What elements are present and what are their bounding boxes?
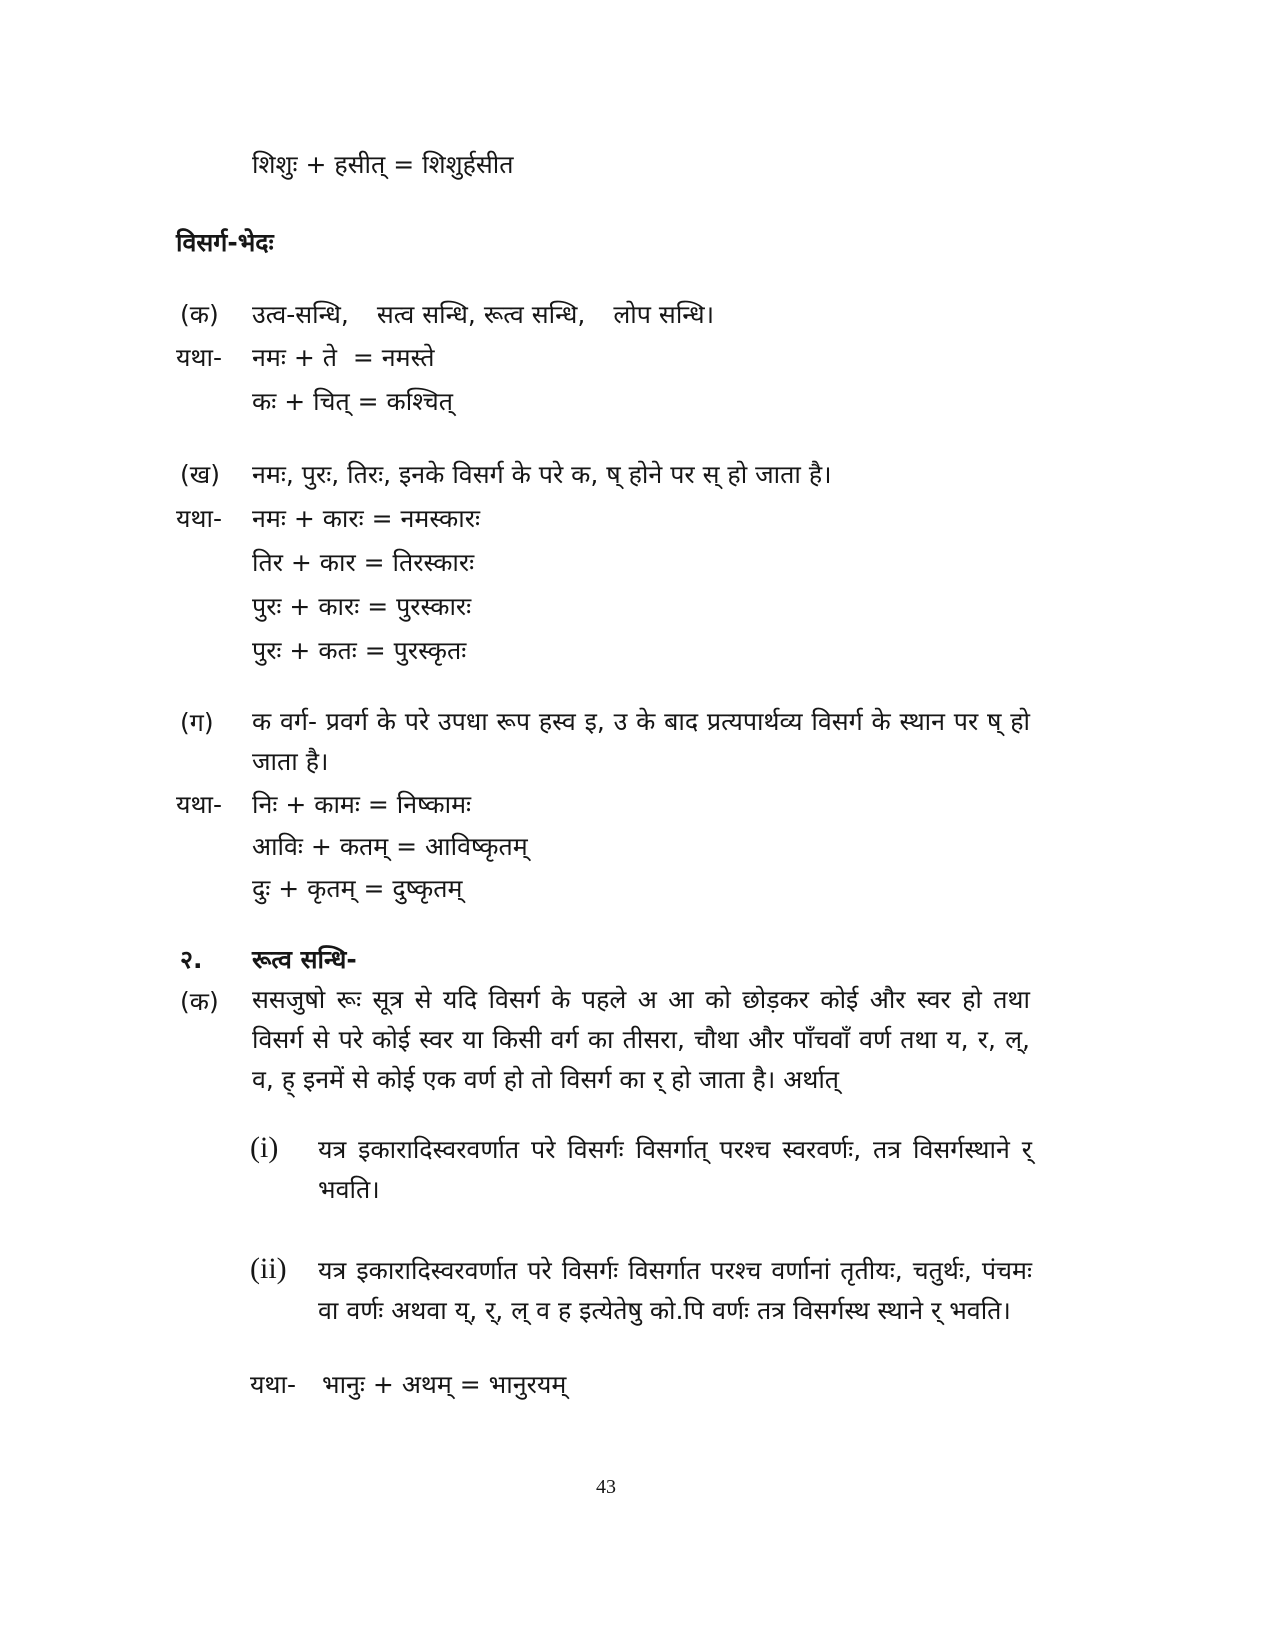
example-line: कः + चित् = कश्चित् — [252, 387, 453, 416]
yatha-label: यथा- — [176, 790, 222, 819]
top-equation: शिशुः + हसीत् = शिशुर्हसीत — [252, 150, 514, 179]
item-number: (ii) — [250, 1252, 287, 1285]
ka-text-part: सत्व सन्धि, रूत्व सन्धि, — [376, 300, 586, 329]
item-text: यत्र इकारादिस्वरवर्णात परे विसर्गः विसर्गात् परश्च स्वरवर्णः, तत्र विसर्गस्थाने र् भवति। — [318, 1135, 1032, 1204]
yatha-label: यथा- — [176, 343, 222, 372]
example-line: दुः + कृतम् = दुष्कृतम् — [252, 874, 463, 903]
example-line: आविः + कतम् = आविष्कृतम् — [252, 832, 528, 861]
label-kha: (ख) — [180, 460, 220, 489]
ka-text-part: उत्व-सन्धि, — [252, 300, 349, 329]
ka-text-part: लोप सन्धि। — [613, 300, 715, 329]
example-line: नमः + कारः = नमस्कारः — [252, 504, 481, 533]
example-line: तिर + कार = तिरस्कारः — [252, 548, 475, 577]
rutva-paragraph: ससजुषो रूः सूत्र से यदि विसर्ग के पहले अ आ को छोड़कर कोई और स्वर हो तथा विसर्ग से परे कोई स्वर या किसी वर्ग का तीसरा, चौथा और पाँचवाँ वर्ण तथा य, र, ल्, व, ह् इनमें से कोई एक वर्ण हो तो विसर्ग का र् हो जाता है। अर्थात् — [252, 985, 1030, 1094]
example-line: नमः + ते = नमस्ते — [252, 343, 435, 372]
ka-text — [252, 300, 714, 330]
label-ka: (क) — [180, 300, 219, 329]
yatha-label: यथा- — [250, 1370, 296, 1399]
ga-text: क वर्ग- प्रवर्ग के परे उपधा रूप हस्व इ, उ के बाद प्रत्यपार्थव्य विसर्ग के स्थान पर ष् हो जाता है। — [252, 707, 1030, 776]
section-number: २. — [180, 945, 203, 974]
label-ka-2: (क) — [180, 987, 219, 1016]
example-line: निः + कामः = निष्कामः — [252, 790, 472, 819]
example-line: पुरः + कतः = पुरस्कृतः — [252, 636, 467, 665]
example-line: भानुः + अथम् = भानुरयम् — [322, 1370, 567, 1399]
yatha-label: यथा- — [176, 504, 222, 533]
label-ga: (ग) — [180, 708, 214, 737]
item-text: यत्र इकारादिस्वरवर्णात परे विसर्गः विसर्गात परश्च वर्णानां तृतीयः, चतुर्थः, पंचमः वा वर्णः अथवा य्, र्, ल् व ह इत्येतेषु को.पि वर्णः तत्र विसर्गस्थ स्थाने र् भवति। — [318, 1256, 1032, 1325]
item-number: (i) — [250, 1131, 279, 1164]
example-line: पुरः + कारः = पुरस्कारः — [252, 592, 472, 621]
section-title: रूत्व सन्धि- — [252, 945, 357, 974]
section-heading: विसर्ग-भेदः — [176, 228, 274, 257]
page-number: 43 — [596, 1476, 616, 1498]
kha-text: नमः, पुरः, तिरः, इनके विसर्ग के परे क, ष् होने पर स् हो जाता है। — [252, 460, 832, 489]
